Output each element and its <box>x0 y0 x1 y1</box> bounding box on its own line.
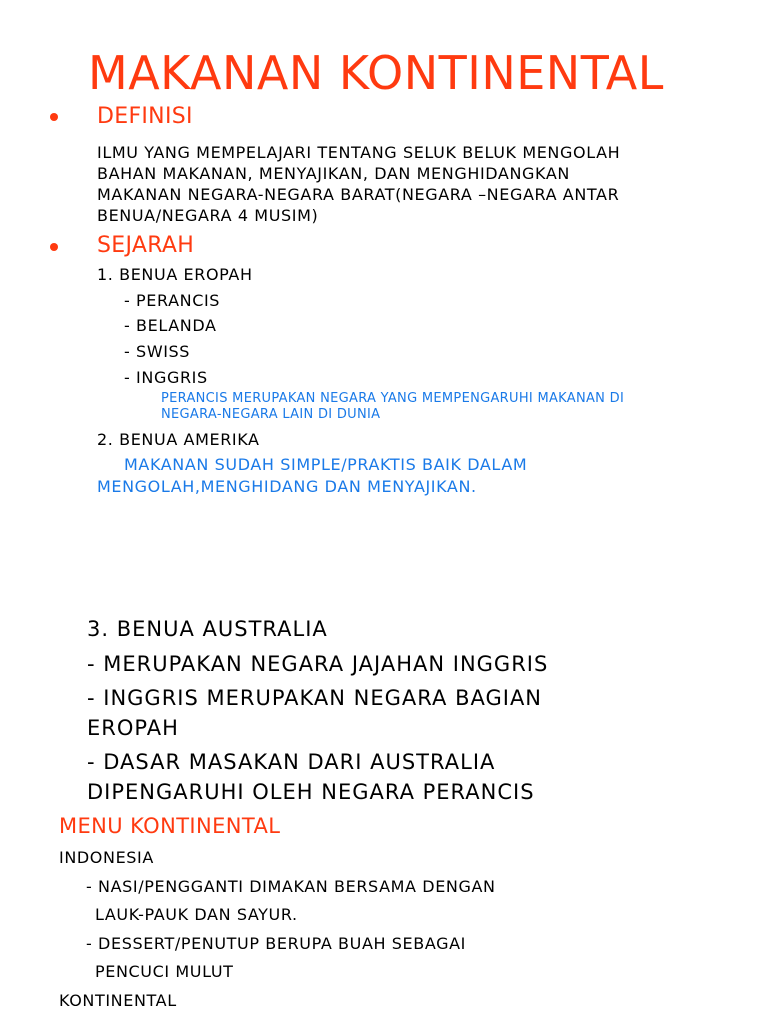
list-item: - INGGRIS <box>124 368 208 387</box>
list-item-continued: LAUK-PAUK DAN SAYUR. <box>95 905 298 924</box>
definisi-line: BENUA/NEGARA 4 MUSIM) <box>97 206 319 225</box>
list-item: - DASAR MASAKAN DARI AUSTRALIA <box>87 750 496 774</box>
amerika-note-line: MAKANAN SUDAH SIMPLE/PRAKTIS BAIK DALAM <box>124 455 528 474</box>
section-heading-definisi: DEFINISI <box>97 104 193 129</box>
section-heading-sejarah: SEJARAH <box>97 233 195 258</box>
eropah-label: 1. BENUA EROPAH <box>97 265 253 284</box>
section-heading-menu: MENU KONTINENTAL <box>59 814 281 838</box>
australia-label: 3. BENUA AUSTRALIA <box>87 617 328 641</box>
definisi-text <box>97 142 620 226</box>
definisi-line: BAHAN MAKANAN, MENYAJIKAN, DAN MENGHIDANGKAN <box>97 164 570 183</box>
list-item: - BELANDA <box>124 316 217 335</box>
list-item: - PERANCIS <box>124 291 221 310</box>
definisi-line: ILMU YANG MEMPELAJARI TENTANG SELUK BELUK MENGOLAH <box>97 143 621 162</box>
list-item: - MERUPAKAN NEGARA JAJAHAN INGGRIS <box>87 652 549 676</box>
list-item: - SWISS <box>124 342 191 361</box>
note-line: PERANCIS MERUPAKAN NEGARA YANG MEMPENGARUHI MAKANAN DI <box>161 391 625 406</box>
definisi-line: MAKANAN NEGARA-NEGARA BARAT(NEGARA –NEGARA ANTAR <box>97 185 620 204</box>
bullet-icon <box>50 113 58 121</box>
note-line: NEGARA-NEGARA LAIN DI DUNIA <box>161 407 381 422</box>
list-item: - INGGRIS MERUPAKAN NEGARA BAGIAN <box>87 686 543 710</box>
amerika-label: 2. BENUA AMERIKA <box>97 430 260 449</box>
list-item: - DESSERT/PENUTUP BERUPA BUAH SEBAGAI <box>86 934 466 953</box>
list-item-continued: EROPAH <box>87 716 179 740</box>
eropah-note <box>161 391 624 423</box>
list-item-continued: DIPENGARUHI OLEH NEGARA PERANCIS <box>87 780 535 804</box>
amerika-note-line: MENGOLAH,MENGHIDANG DAN MENYAJIKAN. <box>97 477 477 496</box>
indonesia-label: INDONESIA <box>59 848 154 867</box>
bullet-icon <box>50 243 58 251</box>
kontinental-label: KONTINENTAL <box>59 991 177 1010</box>
list-item: - NASI/PENGGANTI DIMAKAN BERSAMA DENGAN <box>86 877 496 896</box>
page-title: MAKANAN KONTINENTAL <box>88 46 664 100</box>
list-item-continued: PENCUCI MULUT <box>95 962 234 981</box>
